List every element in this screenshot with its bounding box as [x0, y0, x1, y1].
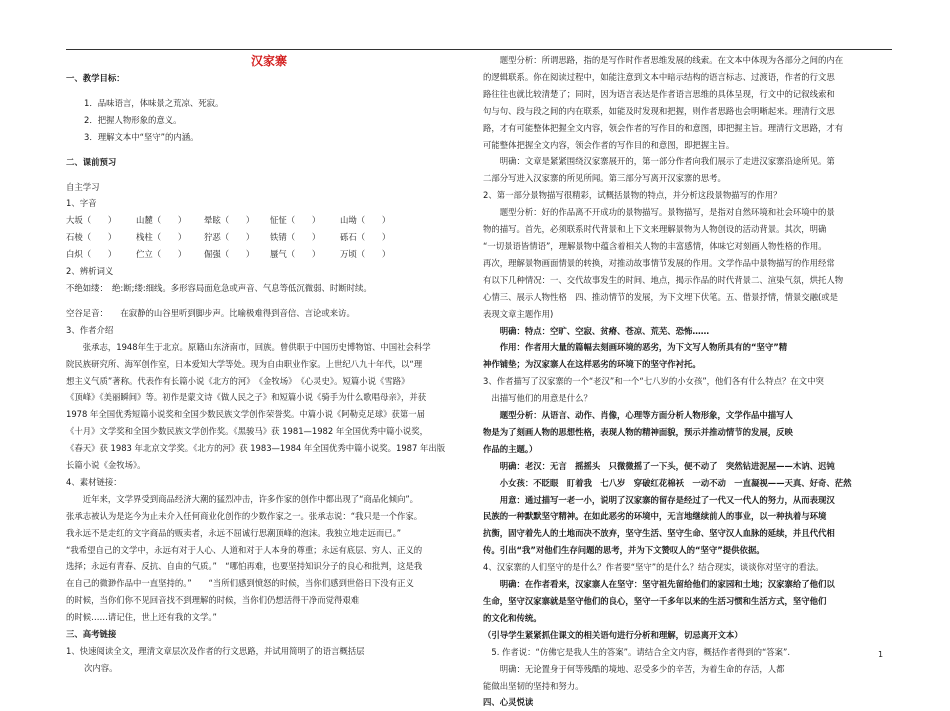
word-row: [66, 229, 472, 246]
answer-line: 民族的一种默默坚守精神。在如此恶劣的环境中，无言地继续前人的事业，以一种执着与环境: [483, 511, 827, 522]
answer-line: 二部分写进入汉家寨的所见所闻。第三部分写离开汉家寨的思考。: [483, 173, 726, 184]
word-item: 伫立（ ）: [136, 249, 187, 260]
analysis-line: 心情三、展示人物性格 四、推动情节的发展，为下文埋下伏笔。五、借景抒情，情景交融(或是: [483, 291, 839, 302]
question-4: 4、汉家寨的人们坚守的是什么？作者要“坚守”的是什么？结合现实，谈谈你对坚守的看法。: [483, 562, 824, 573]
word-item: 怔怔（ ）: [270, 215, 321, 226]
author-intro-heading: 3、作者介绍: [66, 324, 114, 335]
section-exam-heading: 三、高考链接: [66, 629, 117, 640]
author-line: 张承志，1948年生于北京。原籍山东济南市，回族。曾供职于中国历史博物馆、中国社会科学: [66, 341, 431, 352]
answer-line: 的文化和传统。: [483, 612, 542, 623]
analysis-line: 路，才有可能整体把握全文内容，领会作者的写作目的和意图，即把握主旨。理清行文思路，才有: [483, 122, 844, 133]
answer-line: 明确：特点：空旷、空寂、贫瘠、苍凉、荒芜、恐怖……: [483, 325, 710, 336]
analysis-line: 物的描写。首先，必须联系时代背景和上下文来理解景物为人物创设的活动背景。其次，明确: [483, 224, 827, 235]
answer-line: 抗衡，固守着先人的土地而决不放弃，坚守生活、坚守生命、坚守汉人血脉的延续，并且代代相: [483, 528, 835, 539]
analysis-line: 句与句、段与段之间的内在联系，如能及时发现和把握，则作者思路也会明晰起来。理清行文思: [483, 105, 835, 116]
word-item: 山坳（ ）: [340, 215, 391, 226]
word-item: 砾石（ ）: [340, 232, 391, 243]
question-5: 5. 作者说：“仿佛它是我人生的答案”。请结合全文内容，概括作者得到的“答案”.: [483, 646, 791, 657]
analysis-line: 物是为了刻画人物的思想性格，表现人物的精神面貌，预示并推动情节的发展，反映: [483, 426, 793, 437]
word-meaning-heading: 2、辨析词义: [66, 266, 114, 277]
word-item: 铁锖（ ）: [270, 232, 321, 243]
answer-line: 神作铺垫；为汉家寨人在这样恶劣的环境下的坚守作衬托。: [483, 359, 701, 370]
left-column: [66, 52, 472, 677]
page-number: 1: [878, 650, 884, 659]
word-item: 石棱（ ）: [66, 232, 117, 243]
right-column: [483, 52, 893, 711]
material-line: 在自己的微渺作品中一直坚持的。” “当所们感到愤怒的时候，当你们感到世俗日下没有正义: [66, 578, 414, 589]
material-line: 我永远不是走红的文字商品的贩卖者，永远不屈诚行思潮顶峰的泡沫。我独立地走远而已。”: [66, 527, 402, 538]
analysis-line: 路往往也就比较清楚了；同时，因为语言表达是作者语言思维的具体呈现，行文中的记叙线索和: [483, 88, 835, 99]
goal-item: 3．理解文本中“坚守”的内涵。: [84, 131, 199, 142]
analysis-line: 再次，理解景物画面情景的转换，对推动故事情节发展的作用。文学作品中景物描写的作用经常: [483, 257, 835, 268]
material-line: 的时候……请记住，世上还有我的文学。”: [66, 612, 217, 623]
answer-line: 生命，坚守汉家寨就是坚守他们的良心，坚守一千多年以来的生活习惯和生活方式，坚守他们: [483, 596, 827, 606]
word-row: [66, 246, 472, 263]
goal-item: 2．把握人物形象的意义。: [84, 114, 182, 125]
definition-kongguzuyin: 空谷足音： 在寂静的山谷里听到脚步声。比喻极难得到音信、言论或来访。: [66, 307, 355, 318]
word-item: 山麓（ ）: [136, 215, 187, 226]
word-item: 大坂（ ）: [66, 215, 117, 226]
author-line: 长篇小说《金牧场》。: [66, 460, 146, 471]
exam-question-1: 1、快速阅读全文，理清文章层次及作者的行文思路，并试用简明了的语言概括层: [66, 646, 365, 656]
author-line: 《春天》获 1983 年北京文学奖。《北方的河》获 1983—1984 年全国优秀中篇小说奖。1987 年出版: [66, 443, 446, 454]
word-item: 白炽（ ）: [66, 249, 117, 260]
definition-bujueruli: 不绝如缕： 绝:断;缕:细线。多形容局面危急或声音、气息等低沉微弱、时断时续。: [66, 282, 372, 293]
material-line: 近年来，文学界受到商品经济大潮的猛烈冲击，许多作家的创作中都出现了“商品化倾向”。: [66, 493, 419, 504]
answer-line: 小女孩：不眨眼 盯着我 七八岁 穿破红花棉袄 一动不动 一直凝视——天真、好奇、茫然: [483, 477, 852, 488]
analysis-line: 的逻辑联系。你在阅读过程中，如能注意到文本中暗示结构的语言标志、过渡语，作者的行文思: [483, 71, 835, 82]
author-line: 想主义气质”著称。代表作有长篇小说《北方的河》 《金牧场》 《心灵史》。短篇小说《雪路》: [66, 375, 410, 386]
document-title: 汉家寨: [250, 54, 287, 68]
section-reading-heading: 四、心灵悦读: [483, 697, 534, 708]
analysis-line: 题型分析：好的作品离不开成功的景物描写。景物描写，是指对自然环境和社会环境中的景: [483, 207, 835, 218]
material-line: 选择；永远有青春、反抗、自由的气质。” “哪怕再难，也要坚持知识分子的良心和批判，这是我: [66, 561, 423, 572]
author-line: 1978 年全国优秀短篇小说奖和全国少数民族文学创作荣誉奖。中篇小说《阿勒克足球》获第一届: [66, 409, 425, 420]
analysis-line: 可能整体把握全文内容，领会作者的写作目的和意图，即把握主旨。: [483, 139, 735, 150]
question-3: 3、作者描写了汉家寨的一个“老汉”和一个“七八岁的小女孩”，他们各有什么特点？在文中突: [483, 376, 824, 387]
goal-item: 1．品味语言，体味景之荒凉、死寂。: [84, 97, 224, 108]
author-line: 《十月》文学奖和全国少数民族文学创作奖。《黑骏马》获 1981—1982 年全国优秀中篇小说奖，: [66, 426, 429, 437]
analysis-line: “一切景语皆情语”，理解景物中蕴含着相关人物的丰富感情，体味它对刻画人物性格的作用。: [483, 240, 827, 251]
section-preview-heading: 二、课前预习: [66, 156, 117, 167]
word-item: 狞恶（ ）: [204, 232, 255, 243]
word-item: 万顷（ ）: [340, 249, 391, 260]
answer-line: 明确：文章是紧紧围绕汉家寨展开的，第一部分作者向我们展示了走进汉家寨沿途所见。第: [483, 156, 835, 167]
answer-line: 明确：老汉：无言 摇摇头 只微微摇了一下头，便不动了 突然钻进泥屋——木讷、迟钝: [483, 460, 835, 471]
section-goals-heading: 一、教学目标：: [66, 73, 125, 83]
self-study-label: 自主学习: [66, 181, 100, 192]
material-line: “我希望自己的文学中，永远有对于人心、人道和对于人本身的尊重；永远有底层、穷人、正义的: [66, 544, 423, 555]
analysis-line: 题型分析：所谓思路，指的是写作时作者思维发展的线索。在文本中体现为各部分之间的内在: [483, 55, 844, 65]
answer-line: 能做出坚韧的坚持和努力。: [483, 680, 584, 691]
analysis-line: 有以下几种情况：一、交代故事发生的时间、地点，揭示作品的时代背景二、渲染气氛，烘托人物: [483, 274, 844, 285]
material-line: 张承志被认为是迄今为止未介入任何商业化创作的少数作家之一。张承志说：“我只是一个作家。: [66, 510, 423, 521]
word-item: 蜃气（ ）: [270, 249, 321, 260]
answer-line: 作用：作者用大量的篇幅去刻画环境的恶劣，为下文写人物所具有的“坚守”精: [483, 342, 788, 353]
word-item: 倔强（ ）: [204, 249, 255, 260]
header-rule: [66, 49, 892, 50]
answer-line: 用意：通过描写一老一小，说明了汉家寨的留存是经过了一代又一代人的努力，从而表现汉: [483, 494, 835, 505]
word-item: 晕眩（ ）: [204, 215, 255, 226]
pronunciation-heading: 1、字音: [66, 198, 97, 209]
word-item: 栈柱（ ）: [136, 232, 187, 243]
answer-line: 明确：在作者看来，汉家寨人在坚守：坚守祖先留给他们的家园和土地；汉家寨给了他们以: [483, 579, 835, 590]
analysis-line: 作品的主题。）: [483, 443, 538, 454]
author-line: 院民族研究所、海军创作室，日本爱知大学等处。现为自由职业作家。上世纪八九十年代，以“理: [66, 358, 423, 369]
exam-question-1-cont: 次内容。: [84, 662, 118, 673]
teaching-note: （引导学生紧紧抓住课文的相关语句进行分析和理解，切忌离开文本）: [483, 629, 743, 640]
question-2: 2、第一部分景物描写很精彩，试概括景物的特点，并分析这段景物描写的作用？: [483, 190, 782, 201]
analysis-line: 题型分析：从语言、动作、肖像，心理等方面分析人物形象，文学作品中描写人: [483, 410, 793, 421]
word-row: [66, 212, 472, 229]
material-line: 的时候，当你们你不见回音找不到理解的时候，当你们仍想活得干净而觉得艰难: [66, 595, 360, 606]
author-line: 《顶峰》《美丽瞬间》等。初作是蒙文诗《做人民之子》和短篇小说《骑手为什么歌唱母亲》，并获: [66, 392, 427, 403]
analysis-line: 表现文章主题作用): [483, 308, 554, 319]
answer-line: 明确：无论置身于何等残酷的境地、忍受多少的辛苦，为着生命的存活，人都: [483, 663, 785, 674]
answer-line: 传。引出“我”对他们生存问题的思考，并为下文赞叹人的“坚守”提供依据。: [483, 545, 765, 556]
material-heading: 4、素材链接：: [66, 476, 122, 487]
question-3-cont: 出描写他们的用意是什么？: [483, 393, 592, 404]
